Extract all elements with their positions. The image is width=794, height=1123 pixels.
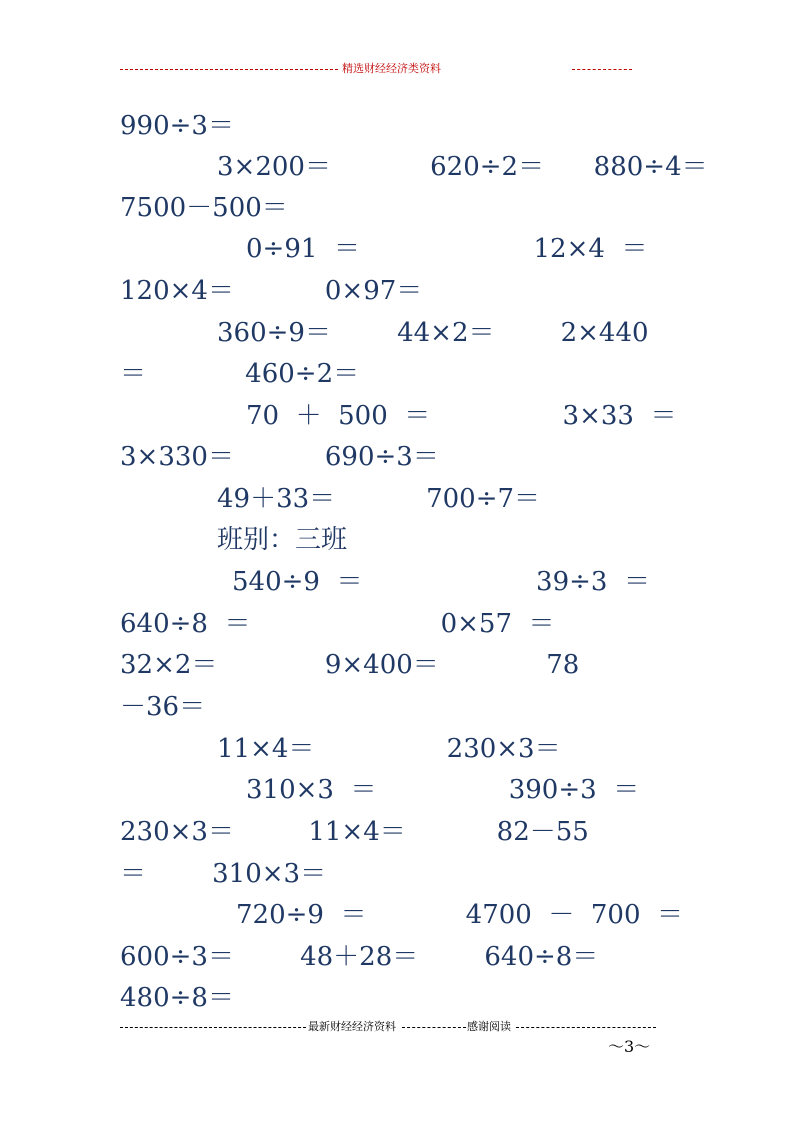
header-title: 精选财经经济类资料 bbox=[342, 62, 441, 75]
problem-line: 230×3＝ 11×4＝ 82－55 bbox=[120, 817, 589, 847]
problem-line: 3×330＝ 690÷3＝ bbox=[120, 442, 439, 472]
class-label: 班别：三班 bbox=[217, 525, 348, 555]
footer-left-text: 最新财经经济资料 bbox=[308, 1020, 396, 1033]
problem-line: 720÷9 ＝ 4700 － 700 ＝ bbox=[236, 900, 684, 930]
problem-line: 360÷9＝ 44×2＝ 2×440 bbox=[217, 318, 649, 348]
footer-right-text: 感谢阅读 bbox=[467, 1020, 511, 1033]
problem-line: ＝ 460÷2＝ bbox=[120, 359, 360, 389]
problem-line: 11×4＝ 230×3＝ bbox=[217, 734, 561, 764]
problem-line: 3×200＝ 620÷2＝ 880÷4＝ bbox=[217, 152, 708, 182]
header-divider-right bbox=[572, 69, 632, 70]
problem-line: 310×3 ＝ 390÷3 ＝ bbox=[246, 775, 640, 805]
problem-line: 990÷3＝ bbox=[120, 111, 234, 141]
problem-line: 49＋33＝ 700÷7＝ bbox=[217, 484, 541, 514]
page-header bbox=[120, 62, 632, 76]
problem-line: 600÷3＝ 48＋28＝ 640÷8＝ bbox=[120, 942, 599, 972]
problem-line: －36＝ bbox=[120, 692, 206, 722]
problem-line: 120×4＝ 0×97＝ bbox=[120, 276, 423, 306]
page-footer bbox=[120, 1020, 656, 1034]
problem-line: 480÷8＝ bbox=[120, 983, 234, 1013]
problem-line: ＝ 310×3＝ bbox=[120, 859, 327, 889]
footer-divider-right bbox=[516, 1027, 656, 1028]
problem-line: 640÷8 ＝ 0×57 ＝ bbox=[120, 609, 555, 639]
problem-line: 0÷91 ＝ 12×4 ＝ bbox=[246, 234, 648, 264]
problem-line: 70 ＋ 500 ＝ 3×33 ＝ bbox=[246, 401, 677, 431]
problem-line: 32×2＝ 9×400＝ 78 bbox=[120, 650, 580, 680]
header-divider-left bbox=[120, 69, 338, 70]
page-number: ～3～ bbox=[608, 1037, 651, 1056]
problem-line: 7500－500＝ bbox=[120, 193, 288, 223]
footer-divider-middle bbox=[402, 1027, 466, 1028]
problem-line: 540÷9 ＝ 39÷3 ＝ bbox=[232, 567, 650, 597]
footer-divider-left bbox=[120, 1027, 306, 1028]
